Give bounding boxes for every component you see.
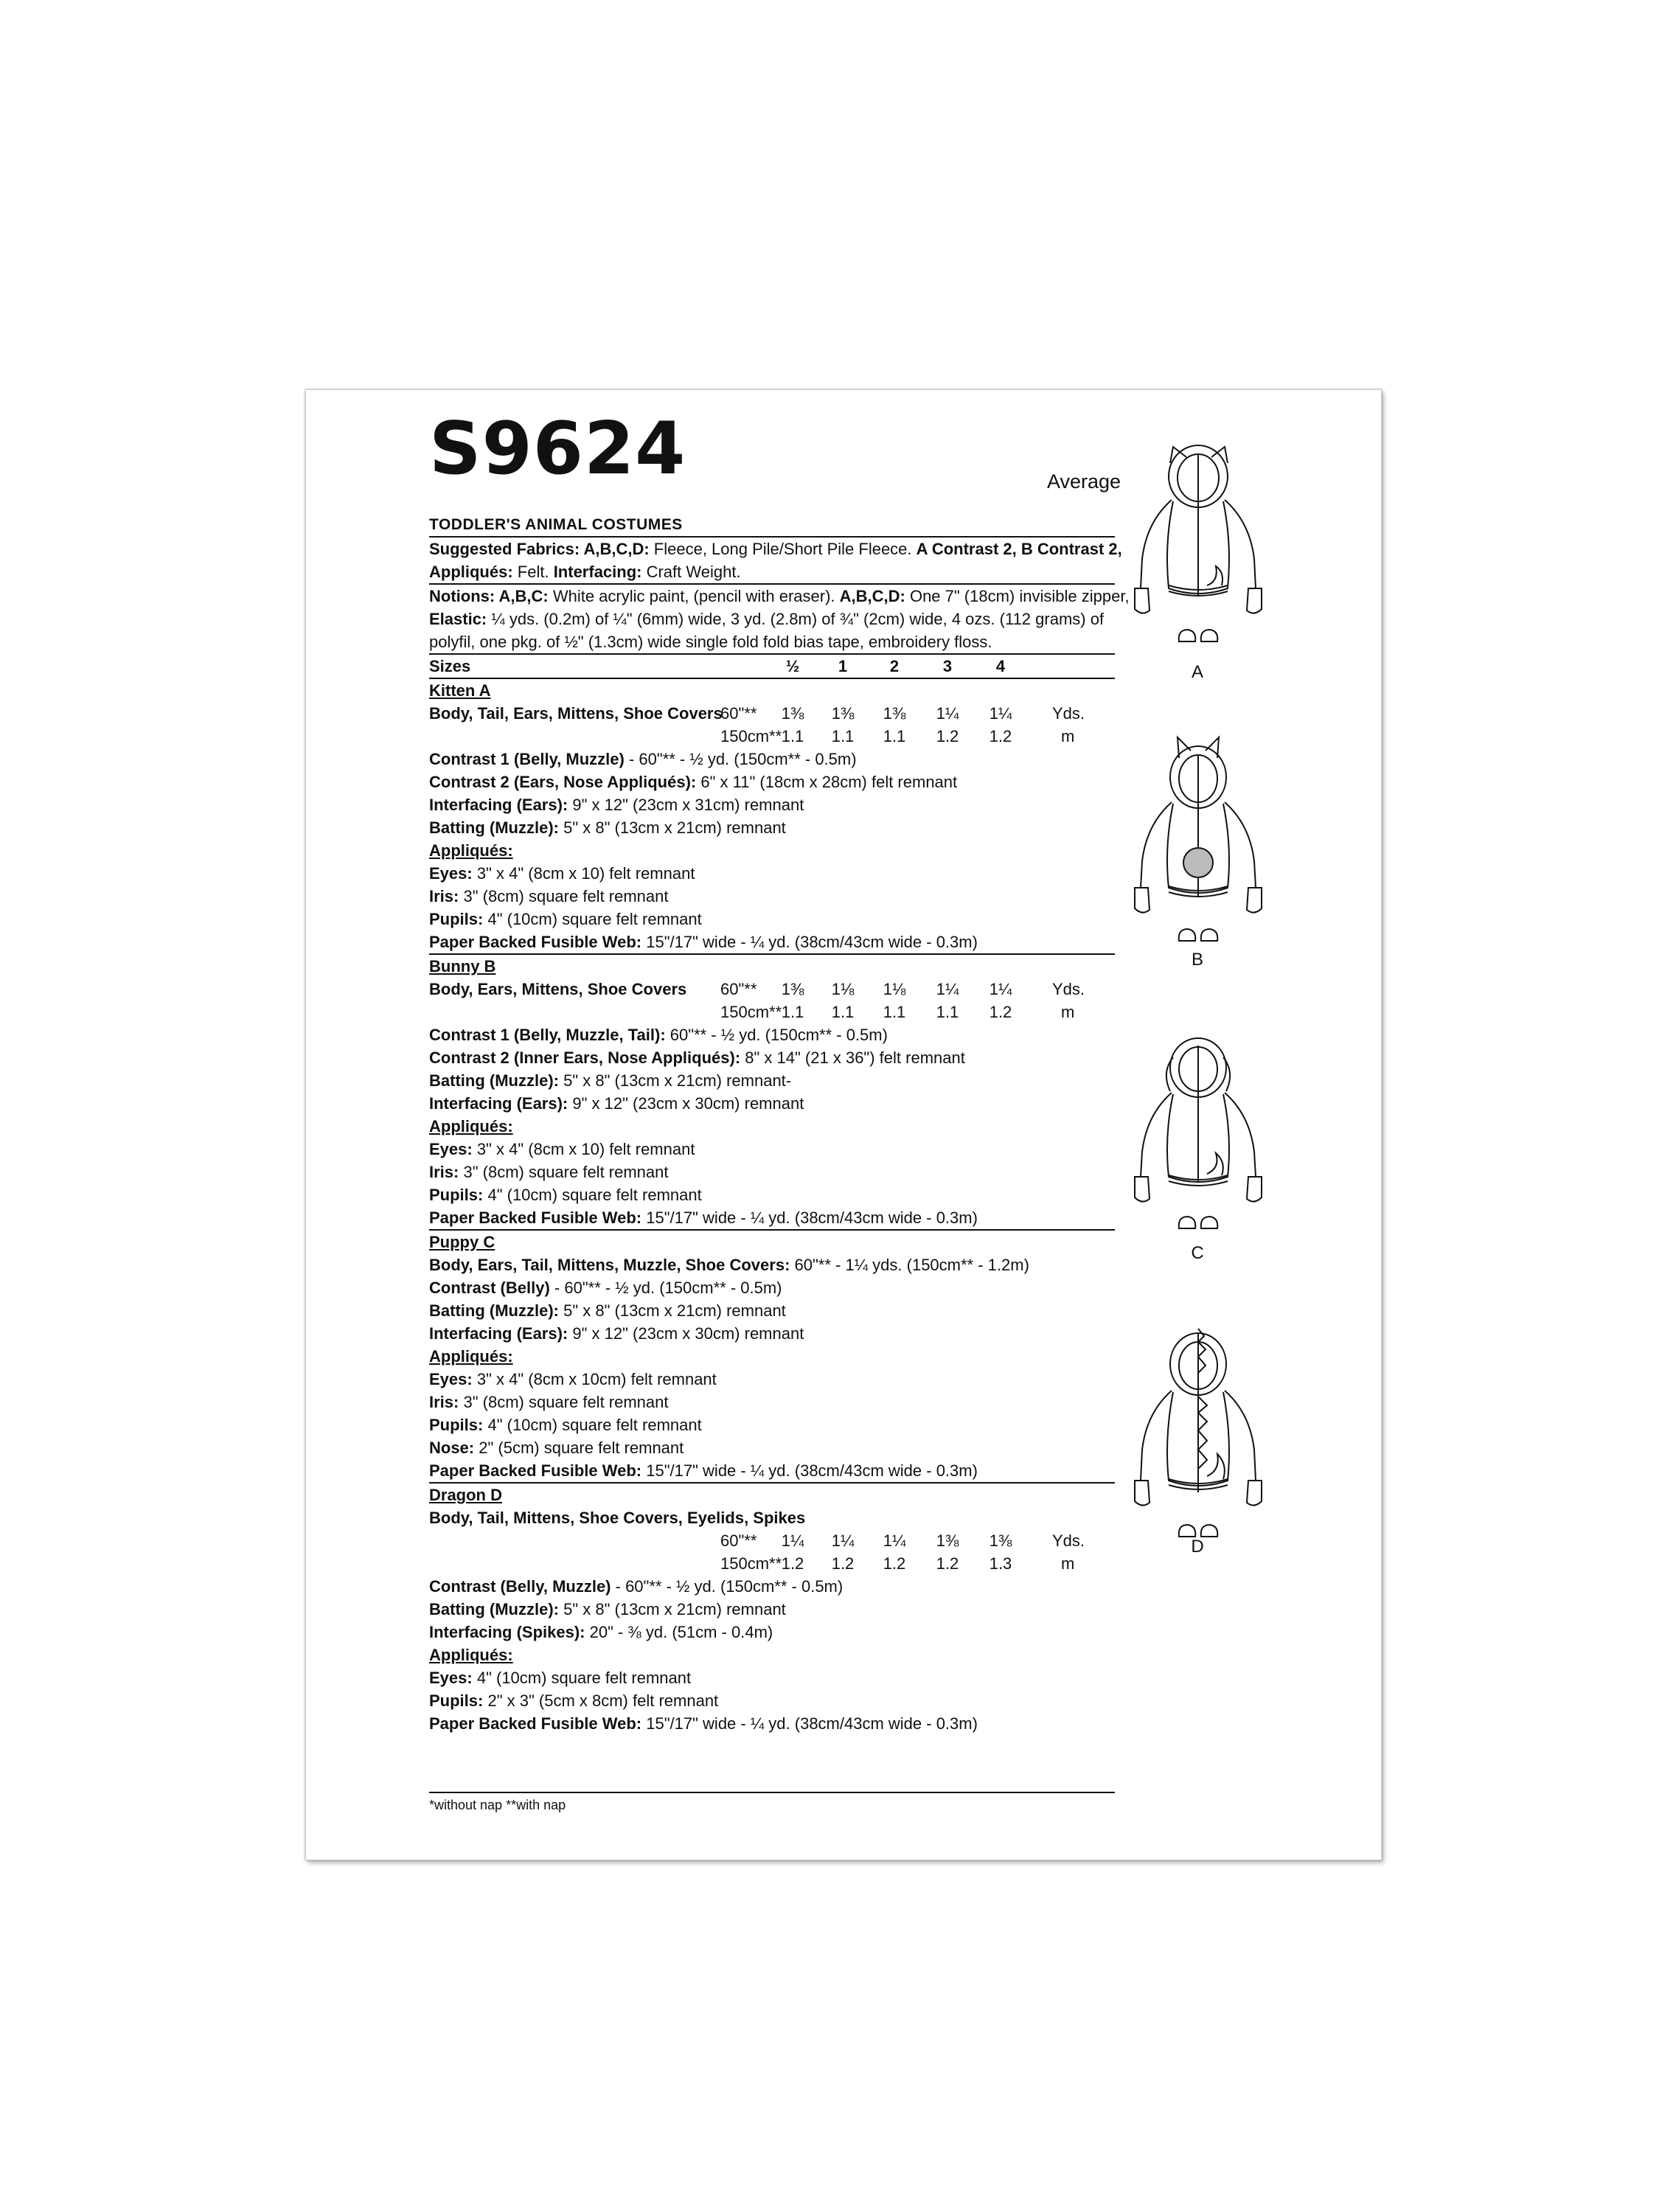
figure-label-c: C [1191,1243,1204,1263]
bunny-interfacing: Interfacing (Ears): 9" x 12" (23cm x 30cm) remnant [429,1094,804,1113]
puppy-eyes: Eyes: 3" x 4" (8cm x 10cm) felt remnant [429,1370,717,1388]
dragon-batting: Batting (Muzzle): 5" x 8" (13cm x 21cm) remnant [429,1600,786,1618]
kitten-iris: Iris: 3" (8cm) square felt remnant [429,887,669,905]
dragon-costume-illustration [1124,1323,1272,1544]
bunny-appliques-heading: Appliqués: [429,1117,513,1135]
bunny-fusible-web: Paper Backed Fusible Web: 15"/17" wide - ¼ yd. (38cm/43cm wide - 0.3m) [429,1206,1115,1231]
dragon-body-label: Body, Tail, Mittens, Shoe Covers, Eyelids, Spikes [429,1509,806,1527]
kitten-fusible-web: Paper Backed Fusible Web: 15"/17" wide - ¼ yd. (38cm/43cm wide - 0.3m) [429,931,1115,955]
bunny-contrast-1: Contrast 1 (Belly, Muzzle, Tail): 60"** - ½ yd. (150cm** - 0.5m) [429,1026,888,1044]
fabric-requirements [429,513,1130,1735]
fabrics-line-2: Appliqués: Felt. Interfacing: Craft Weight. [429,560,1115,585]
kitten-eyes: Eyes: 3" x 4" (8cm x 10) felt remnant [429,864,695,883]
pattern-title: TODDLER'S ANIMAL COSTUMES [429,513,1115,538]
dragon-pupils: Pupils: 2" x 3" (5cm x 8cm) felt remnant [429,1691,719,1710]
dragon-metric-row: 150cm** 1.2 1.2 1.2 1.2 1.3 m [720,1554,1075,1573]
bunny-batting: Batting (Muzzle): 5" x 8" (13cm x 21cm) remnant- [429,1071,792,1090]
bunny-contrast-2: Contrast 2 (Inner Ears, Nose Appliqués): 8" x 14" (21 x 36") felt remnant [429,1048,965,1067]
puppy-batting: Batting (Muzzle): 5" x 8" (13cm x 21cm) remnant [429,1301,786,1320]
dragon-heading: Dragon D [429,1486,502,1504]
kitten-metric-row: 150cm** 1.1 1.1 1.1 1.2 1.2 m [720,727,1075,745]
puppy-body: Body, Ears, Tail, Mittens, Muzzle, Shoe Covers: 60"** - 1¼ yds. (150cm** - 1.2m) [429,1256,1029,1274]
bunny-iris: Iris: 3" (8cm) square felt remnant [429,1163,669,1181]
notions-line-2: Elastic: ¼ yds. (0.2m) of ¼" (6mm) wide, 3 yd. (2.8m) of ¾" (2cm) wide, 4 ozs. (112 grams) of [429,610,1105,628]
notions-line-3: polyfil, one pkg. of ½" (1.3cm) wide single fold fold bias tape, embroidery floss. [429,630,1115,655]
kitten-interfacing: Interfacing (Ears): 9" x 12" (23cm x 31cm) remnant [429,796,804,814]
figure-label-a: A [1191,662,1203,682]
puppy-costume-illustration [1124,1035,1272,1249]
notions-line-1: Notions: A,B,C: White acrylic paint, (pencil with eraser). A,B,C,D: One 7" (18cm) invisible zipper, [429,587,1130,605]
dragon-contrast: Contrast (Belly, Muzzle) - 60"** - ½ yd. (150cm** - 0.5m) [429,1577,844,1596]
puppy-contrast: Contrast (Belly) - 60"** - ½ yd. (150cm** - 0.5m) [429,1279,782,1297]
kitten-yardage-row: Body, Tail, Ears, Mittens, Shoe Covers 60"** 1⅜ 1⅜ 1⅜ 1¼ 1¼ Yds. [429,704,1085,723]
bunny-eyes: Eyes: 3" x 4" (8cm x 10) felt remnant [429,1140,695,1158]
kitten-heading: Kitten A [429,681,491,700]
kitten-contrast-2: Contrast 2 (Ears, Nose Appliqués): 6" x 11" (18cm x 28cm) felt remnant [429,773,958,791]
puppy-iris: Iris: 3" (8cm) square felt remnant [429,1393,669,1411]
dragon-interfacing: Interfacing (Spikes): 20" - ⅜ yd. (51cm - 0.4m) [429,1623,773,1641]
bunny-yardage-row: Body, Ears, Mittens, Shoe Covers 60"** 1⅜ 1⅛ 1⅛ 1¼ 1¼ Yds. [429,980,1085,998]
puppy-pupils: Pupils: 4" (10cm) square felt remnant [429,1416,702,1434]
dragon-eyes: Eyes: 4" (10cm) square felt remnant [429,1669,692,1687]
pattern-number: S9624 [429,407,686,491]
kitten-contrast-1: Contrast 1 (Belly, Muzzle) - 60"** - ½ yd. (150cm** - 0.5m) [429,750,857,768]
bunny-heading: Bunny B [429,957,496,975]
kitten-pupils: Pupils: 4" (10cm) square felt remnant [429,910,702,928]
kitten-appliques-heading: Appliqués: [429,841,513,860]
puppy-fusible-web: Paper Backed Fusible Web: 15"/17" wide - ¼ yd. (38cm/43cm wide - 0.3m) [429,1459,1115,1484]
puppy-nose: Nose: 2" (5cm) square felt remnant [429,1439,684,1457]
puppy-heading: Puppy C [429,1233,495,1251]
dragon-yardage-row: 60"** 1¼ 1¼ 1¼ 1⅜ 1⅜ Yds. [720,1531,1085,1550]
figure-label-d: D [1191,1537,1204,1557]
footnote: *without nap **with nap [429,1792,1115,1813]
puppy-appliques-heading: Appliqués: [429,1347,513,1366]
fit-label: Average [1047,470,1121,493]
bunny-pupils: Pupils: 4" (10cm) square felt remnant [429,1186,702,1204]
kitten-batting: Batting (Muzzle): 5" x 8" (13cm x 21cm) remnant [429,818,786,837]
puppy-interfacing: Interfacing (Ears): 9" x 12" (23cm x 30cm) remnant [429,1324,804,1343]
kitten-costume-illustration [1124,441,1272,655]
sizes-row: Sizes ½ 1 2 3 4 [429,655,1115,679]
fabrics-line-1: Suggested Fabrics: A,B,C,D: Fleece, Long Pile/Short Pile Fleece. A Contrast 2, B Contrast 2, [429,540,1122,558]
dragon-fusible-web: Paper Backed Fusible Web: 15"/17" wide - ¼ yd. (38cm/43cm wide - 0.3m) [429,1714,978,1733]
bunny-metric-row: 150cm** 1.1 1.1 1.1 1.1 1.2 m [720,1003,1075,1021]
figure-label-b: B [1191,950,1203,970]
dragon-appliques-heading: Appliqués: [429,1646,513,1664]
bunny-costume-illustration [1124,733,1272,947]
